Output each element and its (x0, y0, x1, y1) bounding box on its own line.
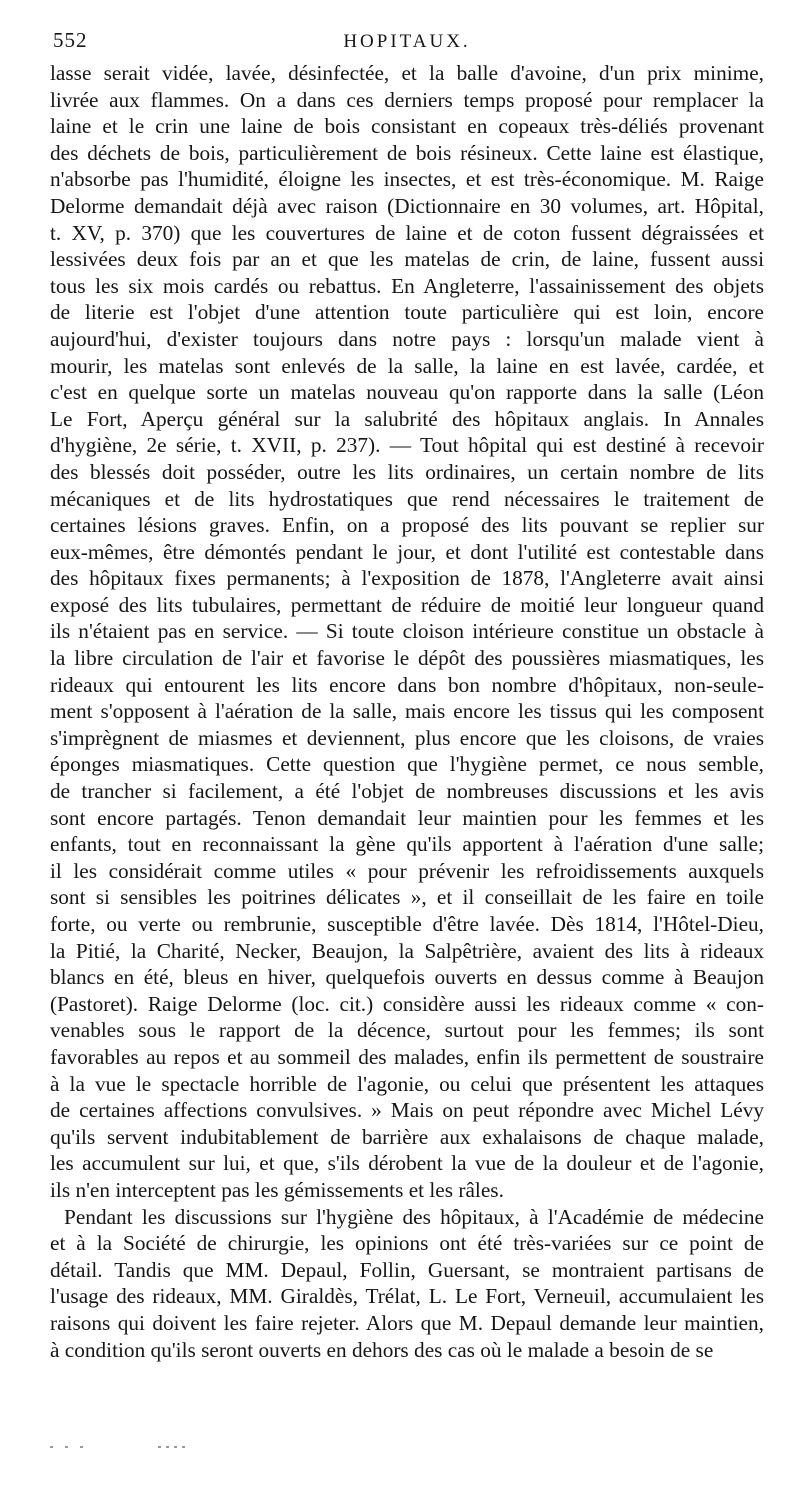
text-line: sont si sensibles les poitrines délicates », et il conseillait de les faire en toile (50, 885, 764, 910)
text-line: livrée aux flammes. On a dans ces derniers temps proposé pour remplacer la (50, 87, 764, 112)
text-line: lessivées deux fois par an et que les matelas de crin, de laine, fussent aussi (50, 247, 764, 272)
print-marks (0, 1446, 800, 1456)
text-line: les accumulent sur lui, et que, s'ils dérobent la vue de la douleur et de l'agonie, (50, 1151, 764, 1176)
text-line: et à la Société de chirurgie, les opinions ont été très-variées sur ce point de (50, 1231, 764, 1256)
running-head: HOPITAUX. (343, 31, 471, 52)
text-line: mourir, les matelas sont enlevés de la salle, la laine en est lavée, cardée, et (50, 353, 764, 378)
text-line: mécaniques et de lits hydrostatiques que rend nécessaires le traitement de (50, 486, 764, 511)
text-line: t. XV, p. 370) que les couvertures de laine et de coton fussent dégraissées et (50, 220, 764, 245)
text-line: des hôpitaux fixes permanents; à l'exposition de 1878, l'Angleterre avait ainsi (50, 566, 764, 591)
text-line: rideaux qui entourent les lits encore dans bon nombre d'hôpitaux, non-seule- (50, 672, 764, 697)
text-line: venables sous le rapport de la décence, surtout pour les femmes; ils sont (50, 1018, 764, 1043)
text-line: la libre circulation de l'air et favorise le dépôt des poussières miasmatiques, les (50, 646, 764, 671)
text-line: ment s'opposent à l'aération de la salle, mais encore les tissus qui les composent (50, 699, 764, 724)
text-line: c'est en quelque sorte un matelas nouveau qu'on rapporte dans la salle (Léon (50, 380, 764, 405)
text-line: éponges miasmatiques. Cette question que l'hygiène permet, ce nous semble, (50, 752, 764, 777)
text-line: (Pastoret). Raige Delorme (loc. cit.) considère aussi les rideaux comme « con- (50, 991, 764, 1016)
page-number: 552 (53, 28, 88, 52)
text-line: à condition qu'ils seront ouverts en dehors des cas où le malade a besoin de se (50, 1337, 714, 1362)
text-line: Delorme demandait déjà avec raison (Dictionnaire en 30 volumes, art. Hôpital, (50, 193, 764, 218)
text-line: à la vue le spectacle horrible de l'agonie, ou celui que présentent les attaques (50, 1071, 764, 1096)
text-line: forte, ou verte ou rembrunie, susceptible d'être lavée. Dès 1814, l'Hôtel-Dieu, (50, 912, 764, 936)
text-line: détail. Tandis que MM. Depaul, Follin, Guersant, se montraient partisans de (50, 1257, 764, 1282)
text-line: qu'ils servent indubitablement de barrière aux exhalaisons de chaque malade, (50, 1124, 764, 1149)
text-line: il les considérait comme utiles « pour prévenir les refroidissements auxquels (50, 858, 764, 883)
text-line: eux-mêmes, être démontés pendant le jour, et dont l'utilité est contestable dans (50, 539, 764, 564)
text-line: sont encore partagés. Tenon demandait leur maintien pour les femmes et les (50, 805, 764, 830)
text-line: certaines lésions graves. Enfin, on a proposé des lits pouvant se replier sur (50, 513, 764, 538)
text-line: laine et le crin une laine de bois consistant en copeaux très-déliés provenant (50, 114, 764, 139)
text-line: Pendant les discussions sur l'hygiène des hôpitaux, à l'Académie de médecine (64, 1204, 764, 1229)
text-line: de trancher si facilement, a été l'objet de nombreuses discussions et les avis (50, 779, 764, 804)
text-line: blancs en été, bleus en hiver, quelquefois ouverts en dessus comme à Beaujon (50, 965, 764, 990)
text-line: ils n'étaient pas en service. — Si toute cloison intérieure constitue un obstacle à (50, 619, 764, 644)
text-line: des blessés doit posséder, outre les lits ordinaires, un certain nombre de lits (50, 459, 764, 484)
text-line: de certaines affections convulsives. » Mais on peut répondre avec Michel Lévy (50, 1098, 764, 1123)
text-line: des déchets de bois, particulièrement de bois résineux. Cette laine est élastique, (50, 140, 764, 165)
text-line: de literie est l'objet d'une attention toute particulière qui est loin, encore (50, 300, 764, 325)
text-line: n'absorbe pas l'humidité, éloigne les insectes, et est très-économique. M. Raige (50, 167, 764, 192)
text-line: favorables au repos et au sommeil des malades, enfin ils permettent de soustraire (50, 1044, 764, 1069)
text-line: l'usage des rideaux, MM. Giraldès, Trélat, L. Le Fort, Verneuil, accumulaient les (50, 1284, 764, 1309)
page-header (50, 28, 764, 58)
text-line: lasse serait vidée, lavée, désinfectée, et la balle d'avoine, d'un prix minime, (50, 61, 764, 85)
text-line: Le Fort, Aperçu général sur la salubrité des hôpitaux anglais. In Annales (50, 406, 764, 431)
body-text (50, 60, 764, 1363)
text-line: exposé des lits tubulaires, permettant de réduire de moitié leur longueur quand (50, 592, 764, 617)
text-line: s'imprègnent de miasmes et deviennent, plus encore que les cloisons, de vraies (50, 725, 764, 750)
text-line: aujourd'hui, d'exister toujours dans notre pays : lorsqu'un malade vient à (50, 326, 764, 351)
text-line: ils n'en interceptent pas les gémissements et les râles. (50, 1177, 504, 1202)
text-line: raisons qui doivent les faire rejeter. Alors que M. Depaul demande leur maintien, (50, 1310, 764, 1335)
text-line: enfants, tout en reconnaissant la gène qu'ils apportent à l'aération d'une salle; (50, 832, 764, 857)
text-line: tous les six mois cardés ou rebattus. En Angleterre, l'assainissement des objets (50, 273, 764, 298)
text-line: d'hygiène, 2e série, t. XVII, p. 237). — Tout hôpital qui est destiné à recevoir (50, 433, 764, 458)
text-line: la Pitié, la Charité, Necker, Beaujon, la Salpêtrière, avaient des lits à rideaux (50, 938, 764, 963)
